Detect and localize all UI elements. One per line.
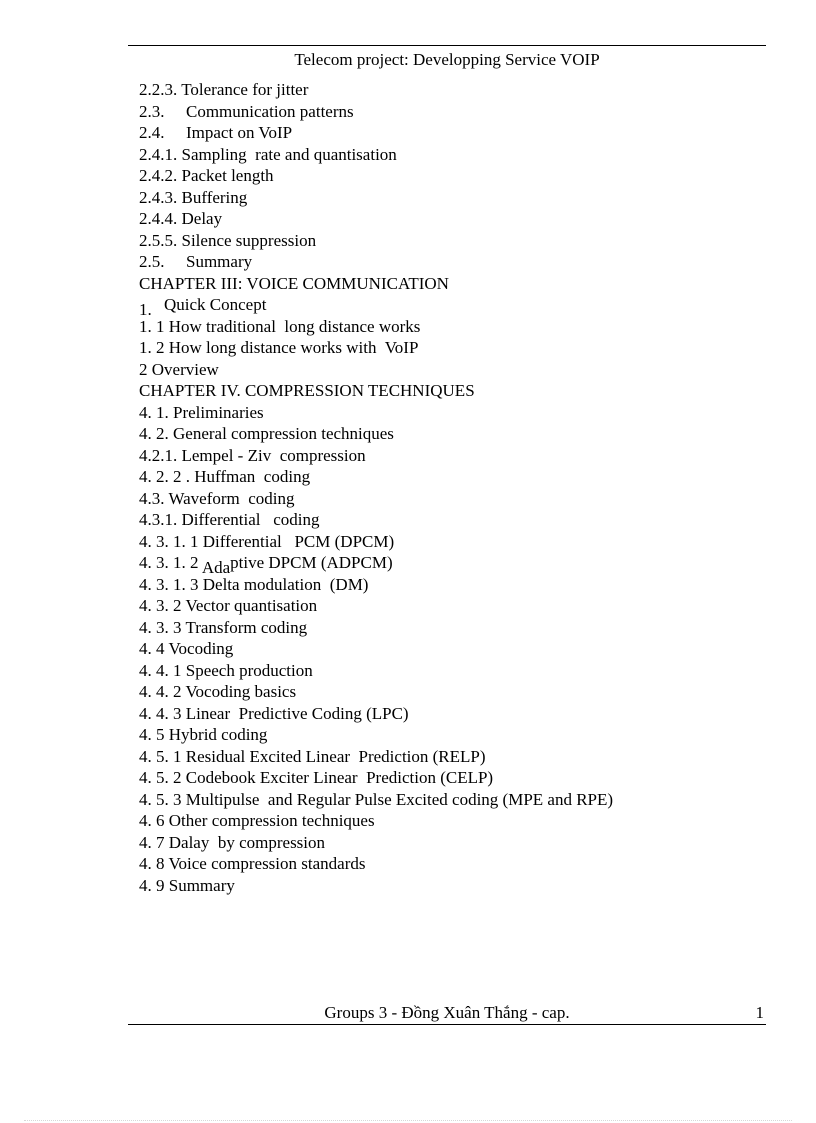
- footer-rule: [128, 1024, 766, 1025]
- toc-item-text: 2.5.5. Silence suppression: [139, 230, 317, 250]
- footer-text: Groups 3 - Đồng Xuân Thắng - cap.: [324, 1003, 570, 1022]
- toc-item: [139, 832, 759, 854]
- toc-item-text: 1. 1 How traditional long distance works: [139, 316, 421, 336]
- toc-item-text: CHAPTER III: VOICE COMMUNICATION: [139, 273, 449, 293]
- toc-item-text: 2.2.3. Tolerance for jitter: [139, 80, 309, 99]
- toc-item: [139, 810, 759, 832]
- toc-item-text: 4.3. Waveform coding: [139, 488, 295, 508]
- toc-item: [139, 703, 759, 725]
- toc-item-text: 4. 3. 1. 3 Delta modulation (DM): [139, 574, 369, 594]
- toc-item-text: 2.4.4. Delay: [139, 209, 223, 228]
- toc-item-number: 2.3.: [139, 101, 165, 121]
- toc-item: [139, 509, 759, 531]
- toc-item-text: 4. 1. Preliminaries: [139, 402, 264, 422]
- toc-item: [139, 638, 759, 660]
- toc-item: [139, 230, 759, 252]
- page-footer: [128, 1002, 766, 1024]
- toc-item: [139, 165, 759, 187]
- toc-item-text: 4.3.1. Differential coding: [139, 510, 320, 529]
- toc-item: [139, 251, 759, 273]
- toc-item: [139, 853, 759, 875]
- toc-item-text: 1. 2 How long distance works with VoIP: [139, 338, 419, 357]
- toc-item: [139, 359, 759, 381]
- toc-item-text: CHAPTER IV. COMPRESSION TECHNIQUES: [139, 381, 475, 400]
- header-rule: [128, 45, 766, 46]
- page-number: 1: [755, 1003, 764, 1022]
- toc-item-text: 4. 6 Other compression techniques: [139, 811, 375, 830]
- toc-item: [139, 660, 759, 682]
- toc-chapter-heading: [139, 380, 759, 402]
- toc-item-text: 2.4.3. Buffering: [139, 187, 248, 207]
- toc-chapter-heading: [139, 273, 759, 295]
- table-of-contents: [139, 79, 759, 896]
- toc-item-text: 4. 3. 3 Transform coding: [139, 617, 308, 637]
- toc-item: [139, 101, 759, 123]
- toc-item-text: 4. 4. 2 Vocoding basics: [139, 682, 297, 701]
- header-title: Telecom project: Developping Service VOIP: [294, 50, 600, 69]
- toc-item: [139, 875, 759, 897]
- toc-item: [139, 488, 759, 510]
- toc-item: [139, 144, 759, 166]
- toc-item-text: 4. 4. 3 Linear Predictive Coding (LPC): [139, 703, 409, 723]
- toc-item: [139, 595, 759, 617]
- toc-item-text: 4. 4 Vocoding: [139, 639, 234, 658]
- toc-item: [139, 552, 759, 577]
- toc-item-text: 4.2.1. Lempel - Ziv compression: [139, 445, 366, 465]
- toc-item: [139, 466, 759, 488]
- toc-item: [139, 531, 759, 553]
- toc-item-text: Summary: [186, 252, 253, 271]
- toc-item: [139, 187, 759, 209]
- toc-item-text: 4. 5. 1 Residual Excited Linear Prediction (RELP): [139, 746, 486, 766]
- toc-item-number: 2.4.: [139, 123, 165, 142]
- toc-item-text: 4. 3. 2 Vector quantisation: [139, 596, 318, 615]
- toc-item-text: 2.4.2. Packet length: [139, 166, 274, 185]
- toc-item: [139, 402, 759, 424]
- toc-item-text: Impact on VoIP: [186, 123, 293, 142]
- toc-item-text: Communication patterns: [186, 101, 354, 121]
- toc-item-text-suffix: ptive DPCM (ADPCM): [230, 553, 393, 572]
- toc-item-text: 4. 7 Dalay by compression: [139, 832, 326, 852]
- toc-item-text: Quick Concept: [164, 295, 267, 314]
- toc-item: [139, 79, 759, 101]
- toc-item: [139, 423, 759, 445]
- toc-item: [139, 316, 759, 338]
- toc-item: [139, 574, 759, 596]
- toc-item-text: 2 Overview: [139, 359, 219, 379]
- toc-item-text: 4. 5 Hybrid coding: [139, 725, 268, 744]
- toc-item: [139, 724, 759, 746]
- toc-item-text-prefix: 4. 3. 1. 2: [139, 553, 202, 572]
- toc-item-text: 4. 2. General compression techniques: [139, 424, 394, 443]
- toc-item-text: 4. 5. 3 Multipulse and Regular Pulse Excited coding (MPE and RPE): [139, 789, 614, 809]
- toc-item-text: 4. 3. 1. 1 Differential PCM (DPCM): [139, 531, 395, 551]
- page-edge-divider: [24, 1120, 792, 1121]
- toc-item-text: 4. 5. 2 Codebook Exciter Linear Prediction (CELP): [139, 768, 494, 787]
- toc-item-text: 4. 4. 1 Speech production: [139, 660, 313, 680]
- toc-item: [139, 445, 759, 467]
- toc-item: [139, 122, 759, 144]
- toc-item-number: 2.5.: [139, 252, 165, 271]
- toc-item: [139, 681, 759, 703]
- toc-item: [139, 294, 759, 319]
- toc-item: [139, 617, 759, 639]
- toc-item: [139, 208, 759, 230]
- toc-item: [139, 767, 759, 789]
- toc-item-text-subscript: Ada: [201, 558, 231, 577]
- toc-item-text: 4. 2. 2 . Huffman coding: [139, 467, 311, 486]
- toc-item-text: 4. 8 Voice compression standards: [139, 854, 366, 873]
- toc-item: [139, 746, 759, 768]
- toc-item-text: 2.4.1. Sampling rate and quantisation: [139, 144, 397, 164]
- toc-item-text: 4. 9 Summary: [139, 875, 235, 895]
- toc-item-number: 1.: [139, 300, 152, 319]
- toc-item: [139, 789, 759, 811]
- toc-item: [139, 337, 759, 359]
